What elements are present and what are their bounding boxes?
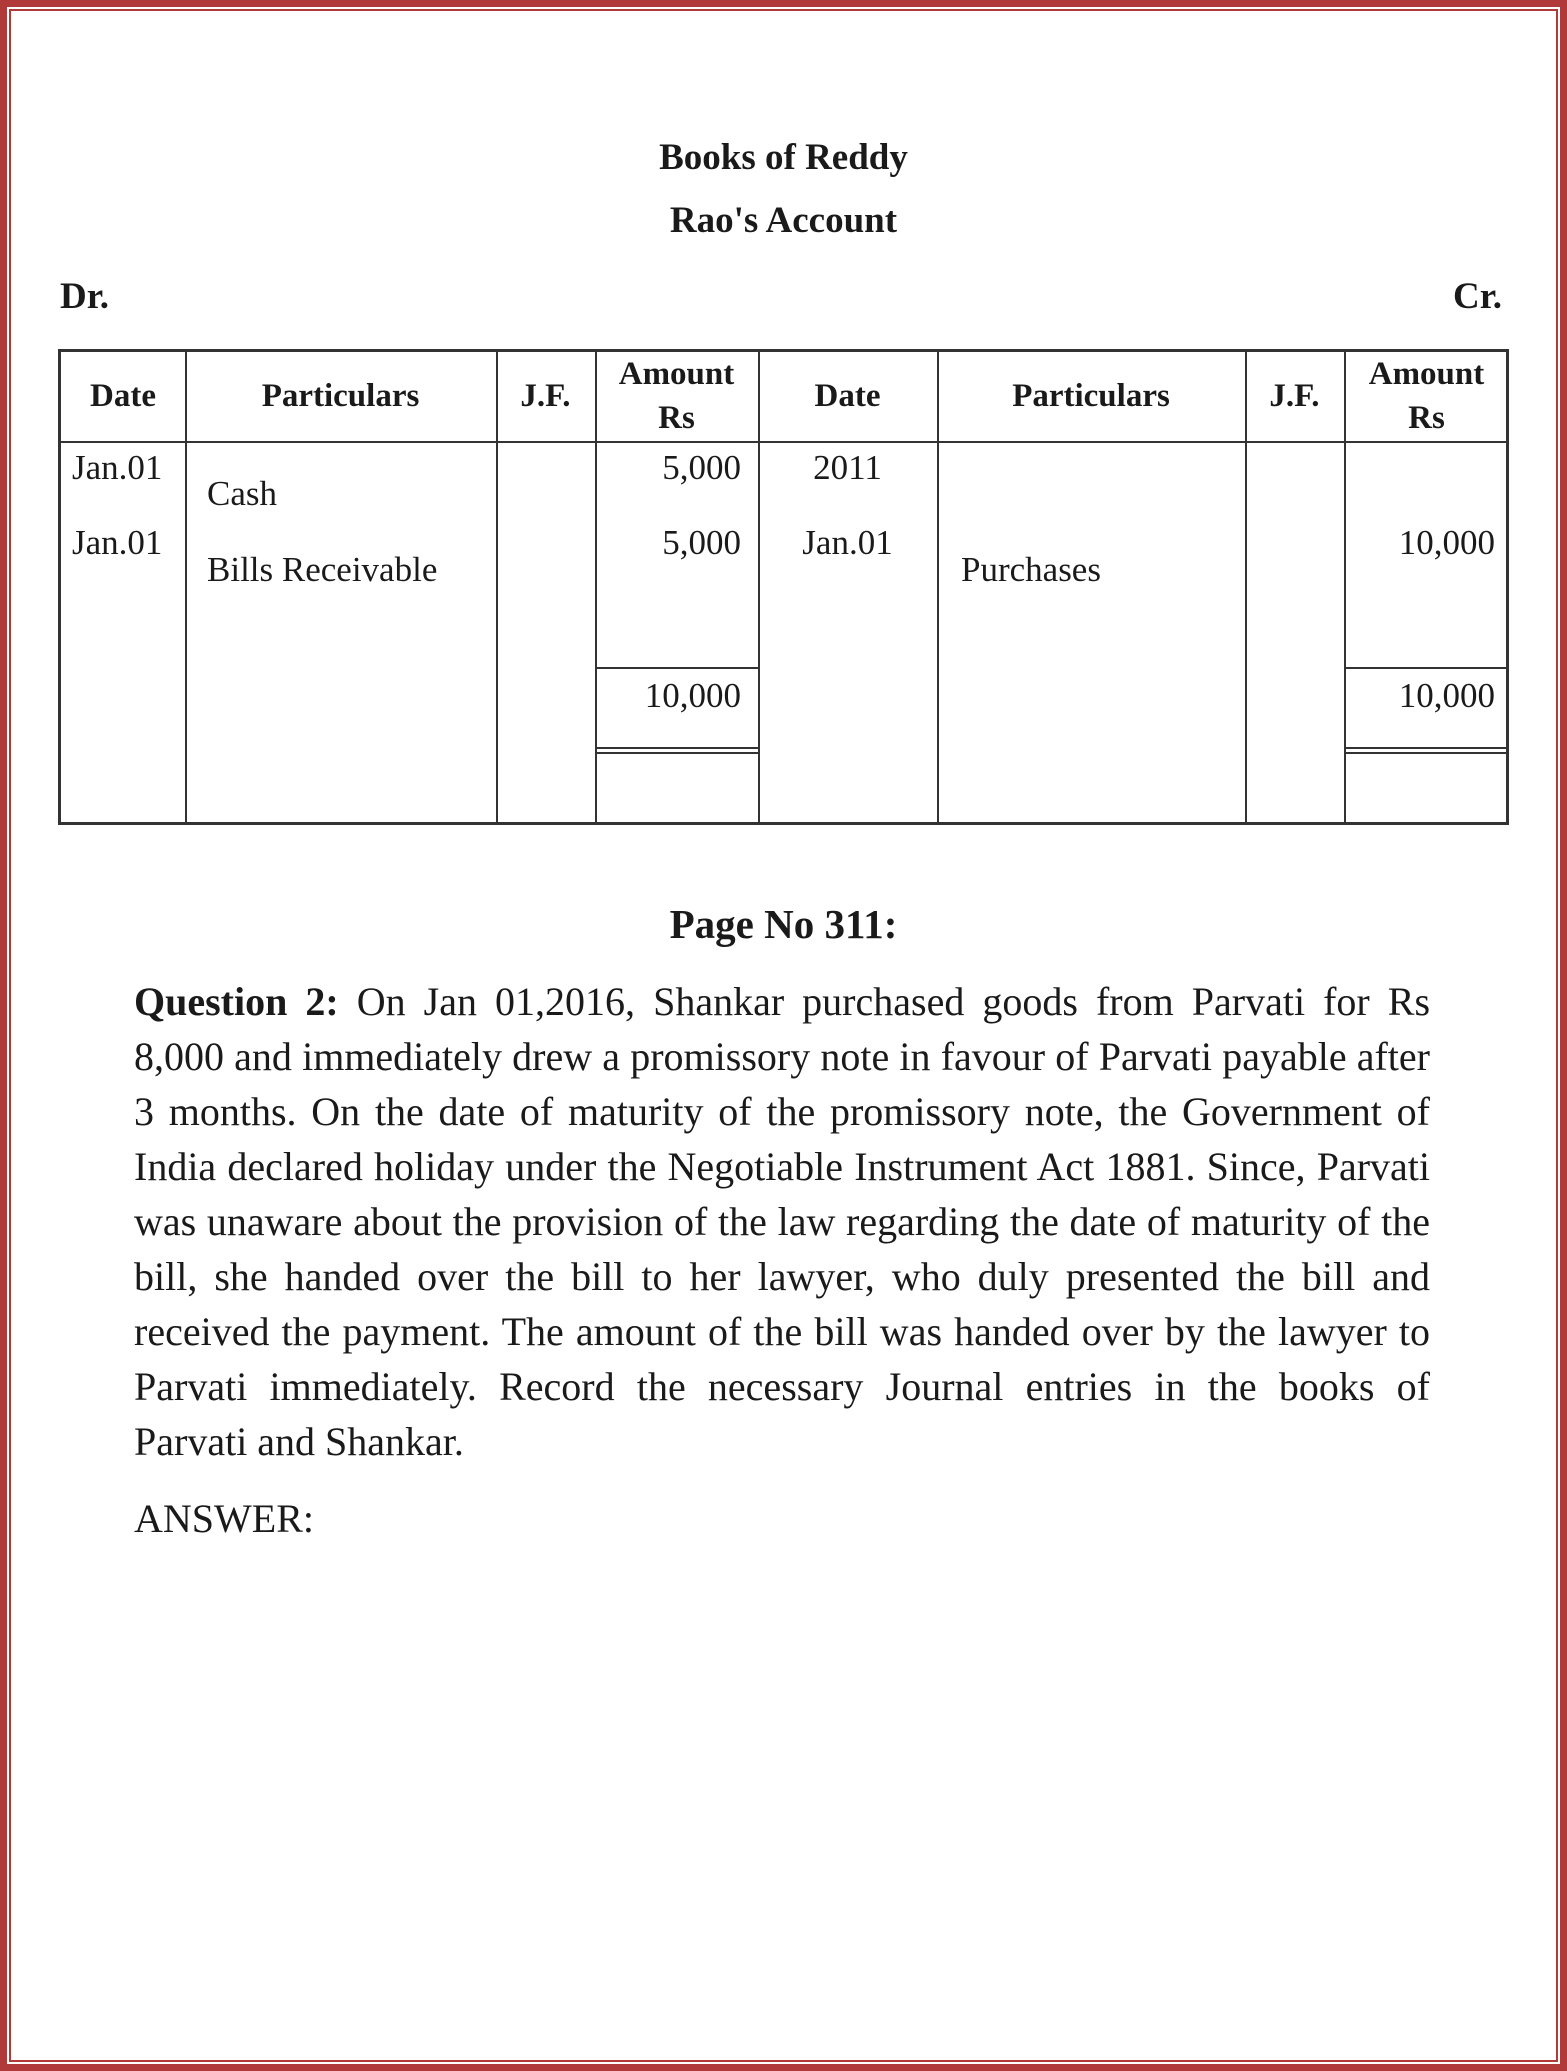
header-jf: J.F.: [1269, 378, 1320, 414]
credit-row-particulars: Purchases: [961, 550, 1101, 589]
question-label: Question 2:: [134, 979, 339, 1024]
column-divider: [1245, 352, 1247, 822]
debit-double-rule: [595, 752, 758, 754]
column-divider: [496, 352, 498, 822]
debit-row-amount: 5,000: [662, 523, 741, 562]
column-divider: [937, 352, 939, 822]
credit-label: Cr.: [1453, 276, 1502, 317]
header-particulars: Particulars: [1012, 378, 1170, 414]
debit-row-particulars: Cash: [207, 474, 277, 513]
credit-year: 2011: [813, 448, 882, 487]
debit-double-rule: [595, 747, 758, 749]
credit-total-rule: [1344, 667, 1509, 669]
credit-double-rule: [1344, 752, 1509, 754]
account-title: Rao's Account: [669, 200, 898, 241]
credit-double-rule: [1344, 747, 1509, 749]
debit-row-particulars: Bills Receivable: [207, 550, 438, 589]
header-amount: Amount: [618, 356, 735, 392]
header-rule: [61, 441, 1506, 443]
page-number: Page No 311:: [669, 901, 898, 947]
header-date: Date: [814, 378, 881, 414]
question-text: On Jan 01,2016, Shankar purchased goods from Parvati for Rs 8,000 and immediately drew a promissory note in favour of Parvati payable after 3 months. On the date of maturity of the promissory note, the Government of India declared holiday under the Negotiable Instrument Act 1881. Since, Parvati was unaware about the provision of the law regarding the date of maturity of the bill, she handed over the bill to her lawyer, who duly presented the bill and received the payment. The amount of the bill was handed over by the lawyer to Parvati immediately. Record the necessary Journal entries in the books of Parvati and Shankar.: [134, 979, 1431, 1464]
column-divider: [185, 352, 187, 822]
question-paragraph: [134, 974, 1430, 1469]
ledger-table: [58, 349, 1509, 825]
debit-row-date: Jan.01: [72, 448, 163, 487]
answer-label: ANSWER:: [134, 1496, 314, 1541]
header-date: Date: [90, 378, 156, 414]
debit-row-date: Jan.01: [72, 523, 163, 562]
header-amount-unit: Rs: [1408, 400, 1445, 436]
header-particulars: Particulars: [261, 378, 420, 414]
debit-row-amount: 5,000: [662, 448, 741, 487]
debit-total: 10,000: [644, 676, 741, 715]
credit-row-amount: 10,000: [1398, 523, 1495, 562]
debit-total-rule: [595, 667, 758, 669]
debit-label: Dr.: [60, 276, 109, 317]
credit-total: 10,000: [1398, 676, 1495, 715]
header-amount: Amount: [1368, 356, 1485, 392]
column-divider: [758, 352, 760, 822]
credit-row-date: Jan.01: [802, 523, 893, 562]
books-title: Books of Reddy: [659, 137, 908, 178]
header-jf: J.F.: [520, 378, 571, 414]
header-amount-unit: Rs: [658, 400, 695, 436]
